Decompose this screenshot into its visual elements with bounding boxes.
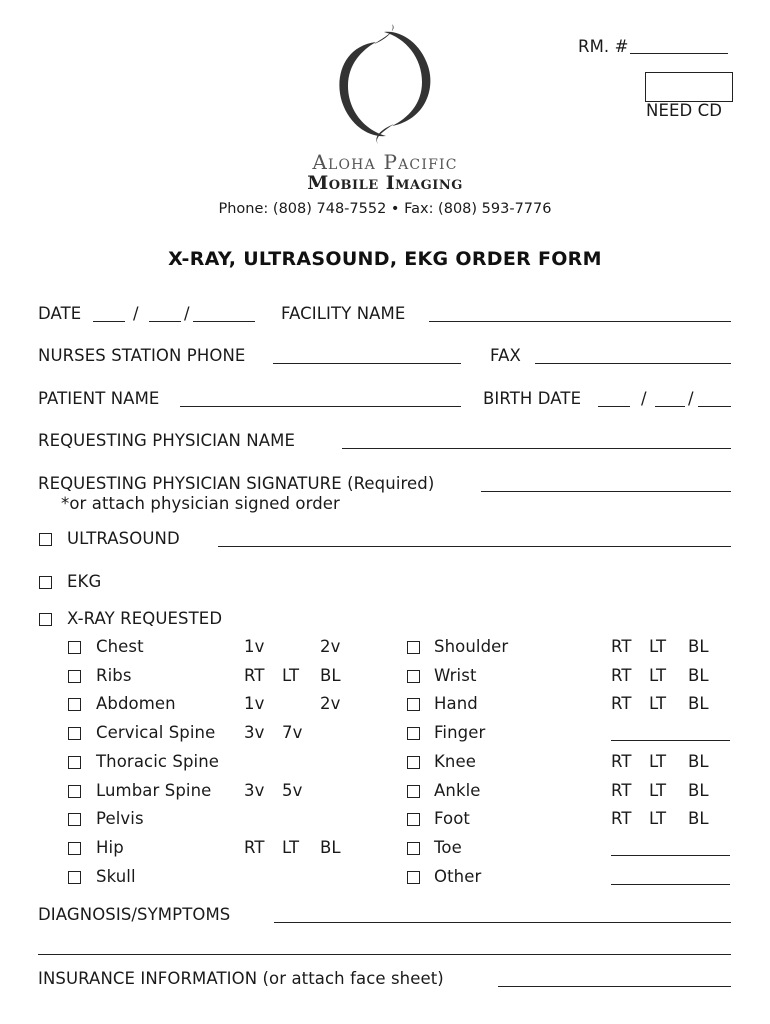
xray-pelvis-label: Pelvis <box>96 809 144 829</box>
xray-option[interactable]: BL <box>320 665 341 685</box>
birth-date-label: BIRTH DATE <box>483 389 582 408</box>
company-contact: Phone: (808) 748-7552 • Fax: (808) 593-7776 <box>218 201 552 217</box>
insurance-field[interactable] <box>498 986 731 987</box>
xray-option[interactable]: 1v <box>244 637 265 656</box>
birth-month-field[interactable] <box>598 406 630 407</box>
xray-hand-checkbox[interactable] <box>407 698 420 711</box>
xray-option[interactable]: LT <box>649 694 667 714</box>
xray-wrist-checkbox[interactable] <box>407 670 420 683</box>
room-number-field[interactable] <box>630 53 728 54</box>
xray-ankle-checkbox[interactable] <box>407 785 420 798</box>
xray-option[interactable]: RT <box>611 637 632 656</box>
xray-skull-label: Skull <box>96 866 136 886</box>
xray-requested-label: X-RAY REQUESTED <box>67 609 223 628</box>
nurses-phone-label: NURSES STATION PHONE <box>38 346 246 365</box>
signature-note: *or attach physician signed order <box>61 494 340 513</box>
xray-option[interactable]: RT <box>611 751 632 771</box>
xray-finger-checkbox[interactable] <box>407 727 420 740</box>
diagnosis-label: DIAGNOSIS/SYMPTOMS <box>38 905 231 924</box>
diagnosis-field[interactable] <box>274 922 731 923</box>
xray-option[interactable]: LT <box>649 751 667 771</box>
patient-name-label: PATIENT NAME <box>38 389 160 408</box>
xray-option[interactable]: BL <box>688 665 709 685</box>
date-day-field[interactable] <box>149 321 181 322</box>
birth-sep-1: / <box>641 389 647 408</box>
need-cd-checkbox[interactable] <box>645 72 733 102</box>
xray-option[interactable]: 3v <box>244 780 265 800</box>
xray-option[interactable]: LT <box>649 809 667 829</box>
xray-option[interactable]: BL <box>320 837 341 857</box>
xray-shoulder-checkbox[interactable] <box>407 641 420 654</box>
xray-option[interactable]: BL <box>688 751 709 771</box>
ultrasound-field[interactable] <box>218 546 731 547</box>
xray-option[interactable]: BL <box>688 780 709 800</box>
xray-other-checkbox[interactable] <box>407 871 420 884</box>
xray-pelvis-checkbox[interactable] <box>68 813 81 826</box>
swirl-logo-icon <box>326 22 444 144</box>
date-month-field[interactable] <box>93 321 125 322</box>
xray-thoracic-spine-checkbox[interactable] <box>68 756 81 769</box>
xray-option[interactable]: RT <box>611 694 632 714</box>
diagnosis-field-line-2[interactable] <box>38 954 731 955</box>
ultrasound-checkbox[interactable] <box>39 533 52 546</box>
ekg-label: EKG <box>67 572 102 591</box>
xray-option[interactable]: LT <box>649 665 667 685</box>
xray-hip-label: Hip <box>96 837 124 857</box>
xray-shoulder-label: Shoulder <box>434 637 509 656</box>
date-sep-1: / <box>133 304 139 323</box>
xray-toe-field[interactable] <box>611 855 730 856</box>
xray-option[interactable]: RT <box>611 780 632 800</box>
xray-option[interactable]: 1v <box>244 694 265 714</box>
xray-option[interactable]: LT <box>649 780 667 800</box>
physician-name-field[interactable] <box>342 448 731 449</box>
xray-option[interactable]: BL <box>688 637 709 656</box>
nurses-phone-field[interactable] <box>273 363 461 364</box>
xray-wrist-label: Wrist <box>434 665 477 685</box>
company-name-line2: Mobile Imaging <box>307 172 463 194</box>
xray-option[interactable]: LT <box>282 665 300 685</box>
physician-name-label: REQUESTING PHYSICIAN NAME <box>38 431 296 450</box>
xray-knee-checkbox[interactable] <box>407 756 420 769</box>
ekg-checkbox[interactable] <box>39 576 52 589</box>
xray-option[interactable]: 5v <box>282 780 303 800</box>
birth-year-field[interactable] <box>698 406 731 407</box>
xray-foot-checkbox[interactable] <box>407 813 420 826</box>
xray-option[interactable]: LT <box>649 637 667 656</box>
facility-name-field[interactable] <box>429 321 731 322</box>
xray-option[interactable]: BL <box>688 809 709 829</box>
xray-option[interactable]: LT <box>282 837 300 857</box>
xray-finger-label: Finger <box>434 723 486 743</box>
facility-name-label: FACILITY NAME <box>281 304 406 323</box>
xray-foot-label: Foot <box>434 809 470 829</box>
date-year-field[interactable] <box>193 321 255 322</box>
xray-ankle-label: Ankle <box>434 780 481 800</box>
xray-lumbar-spine-checkbox[interactable] <box>68 785 81 798</box>
xray-toe-label: Toe <box>434 837 462 857</box>
xray-ribs-label: Ribs <box>96 665 132 685</box>
need-cd-label: NEED CD <box>646 101 723 120</box>
birth-day-field[interactable] <box>655 406 685 407</box>
xray-option[interactable]: 2v <box>320 694 341 714</box>
form-title: X-RAY, ULTRASOUND, EKG ORDER FORM <box>168 248 602 270</box>
xray-chest-label: Chest <box>96 637 144 656</box>
xray-knee-label: Knee <box>434 751 476 771</box>
xray-option[interactable]: RT <box>244 665 265 685</box>
company-name-line1: Aloha Pacific <box>312 150 458 174</box>
xray-requested-checkbox[interactable] <box>39 613 52 626</box>
xray-option[interactable]: BL <box>688 694 709 714</box>
xray-hand-label: Hand <box>434 694 478 714</box>
room-number-label: RM. # <box>578 37 629 56</box>
xray-cervical-spine-checkbox[interactable] <box>68 727 81 740</box>
insurance-label: INSURANCE INFORMATION (or attach face sheet) <box>38 969 444 988</box>
xray-abdomen-label: Abdomen <box>96 694 176 714</box>
xray-other-field[interactable] <box>611 884 730 885</box>
xray-cervical-spine-label: Cervical Spine <box>96 723 216 743</box>
fax-field[interactable] <box>535 363 731 364</box>
physician-signature-label: REQUESTING PHYSICIAN SIGNATURE (Required) <box>38 474 435 493</box>
xray-toe-checkbox[interactable] <box>407 842 420 855</box>
xray-chest-checkbox[interactable] <box>68 641 81 654</box>
xray-abdomen-checkbox[interactable] <box>68 698 81 711</box>
xray-hip-checkbox[interactable] <box>68 842 81 855</box>
patient-name-field[interactable] <box>180 406 461 407</box>
xray-option[interactable]: 2v <box>320 637 341 656</box>
xray-option[interactable]: RT <box>244 837 265 857</box>
fax-label: FAX <box>490 346 521 365</box>
xray-skull-checkbox[interactable] <box>68 871 81 884</box>
xray-lumbar-spine-label: Lumbar Spine <box>96 780 212 800</box>
xray-finger-field[interactable] <box>611 740 730 741</box>
xray-ribs-checkbox[interactable] <box>68 670 81 683</box>
ultrasound-label: ULTRASOUND <box>67 529 180 548</box>
xray-option[interactable]: 7v <box>282 723 303 743</box>
physician-signature-field[interactable] <box>481 491 731 492</box>
xray-other-label: Other <box>434 866 482 886</box>
date-sep-2: / <box>184 304 190 323</box>
date-label: DATE <box>38 304 82 323</box>
birth-sep-2: / <box>688 389 694 408</box>
xray-option[interactable]: 3v <box>244 723 265 743</box>
xray-option[interactable]: RT <box>611 665 632 685</box>
xray-thoracic-spine-label: Thoracic Spine <box>96 751 220 771</box>
xray-option[interactable]: RT <box>611 809 632 829</box>
